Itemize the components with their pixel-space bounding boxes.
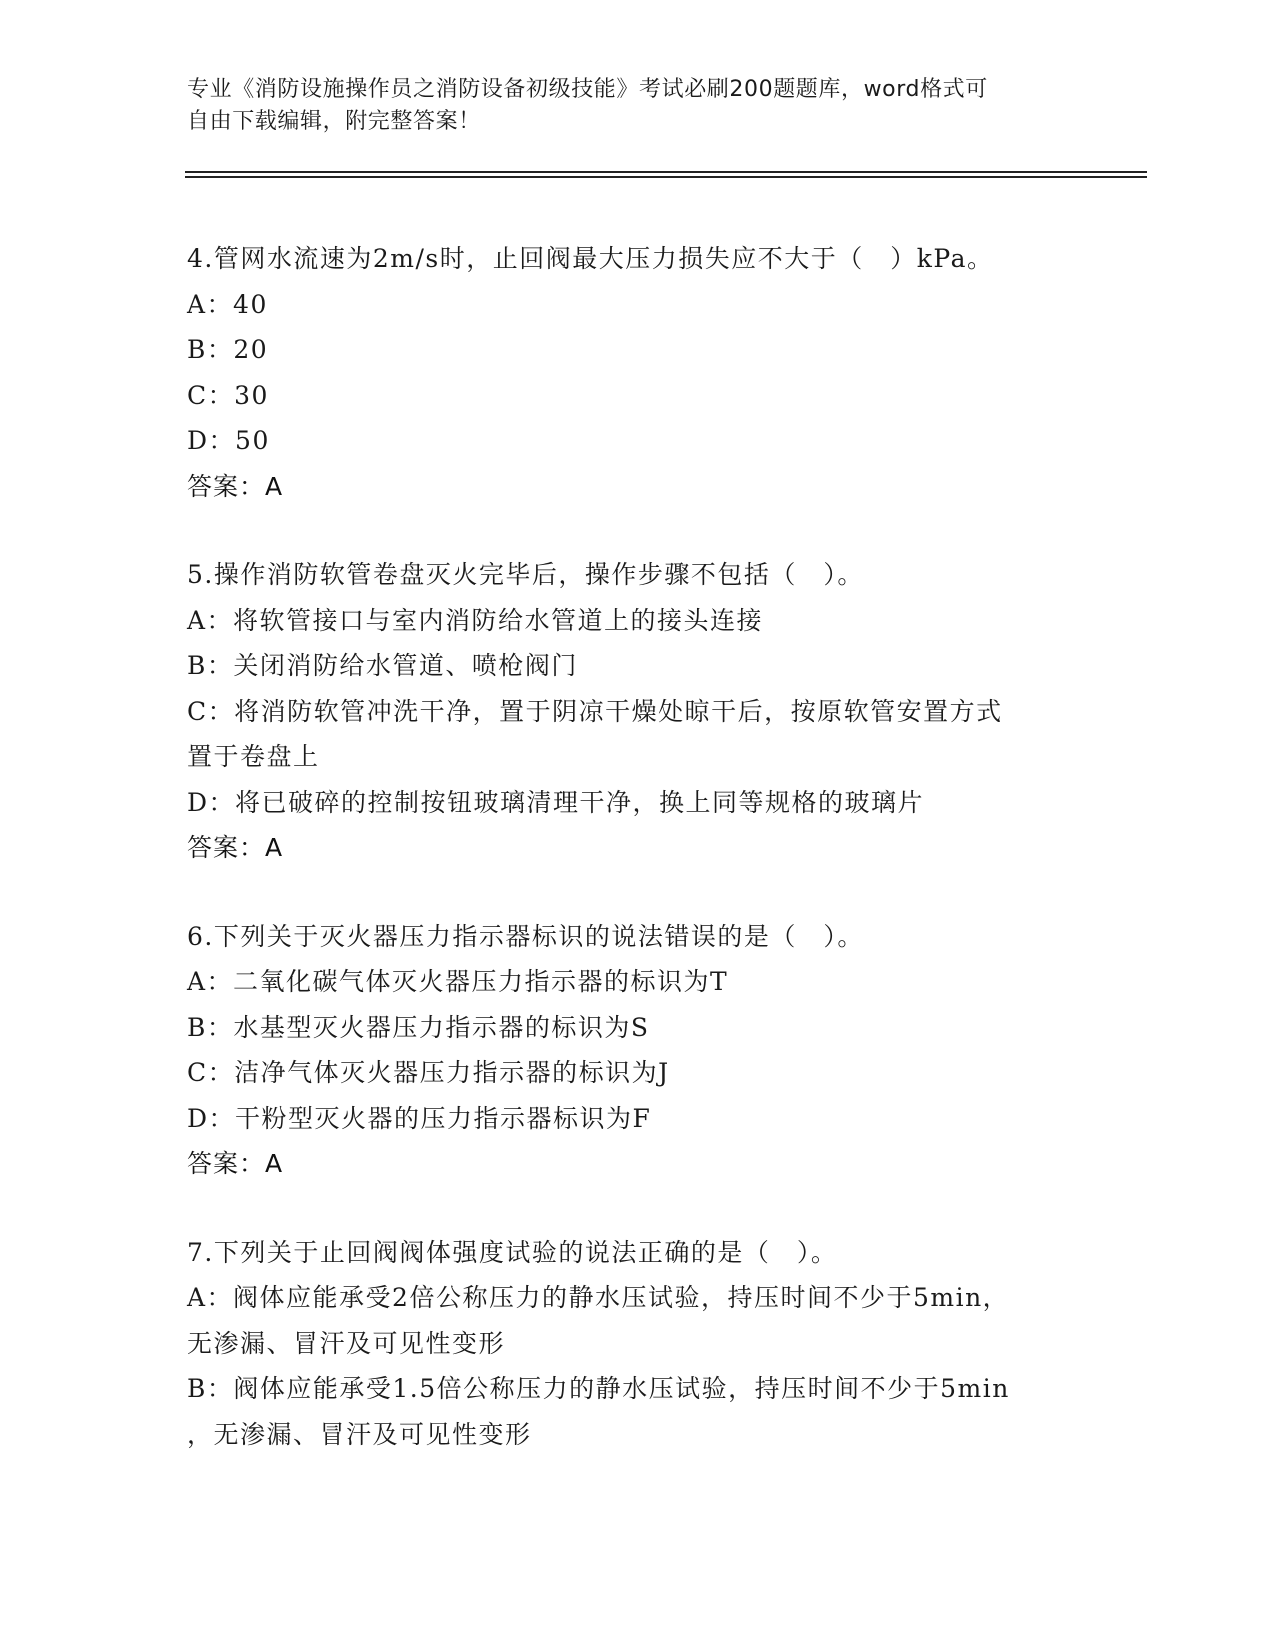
answer-option-text: D：干粉型灭火器的压力指示器标识为F <box>187 1103 652 1133</box>
answer-option <box>187 780 1087 826</box>
answer-option-text: D：将已破碎的控制按钮玻璃清理干净，换上同等规格的玻璃片 <box>187 787 925 817</box>
answer-option-text: B：水基型灭火器压力指示器的标识为S <box>187 1012 650 1042</box>
answer-key: 答案：A <box>187 833 284 862</box>
header-divider-bottom <box>185 176 1147 178</box>
answer-option-text: A：将软管接口与室内消防给水管道上的接头连接 <box>187 605 764 635</box>
question-stem: 4.管网水流速为2m/s时，止回阀最大压力损失应不大于（ ）kPa。 <box>187 244 994 273</box>
answer-option <box>187 643 1087 689</box>
question-block <box>187 552 1087 871</box>
answer-option <box>187 1050 1087 1096</box>
answer-option <box>187 1275 1087 1366</box>
document-header <box>187 74 1087 138</box>
header-line-1: 专业《消防设施操作员之消防设备初级技能》考试必刷200题题库，word格式可 <box>187 77 988 102</box>
answer-option-text: C：30 <box>187 380 269 410</box>
question-stem: 7.下列关于止回阀阀体强度试验的说法正确的是（ ）。 <box>187 1237 838 1267</box>
answer-option <box>187 327 1087 373</box>
answer-option-text: 置于卷盘上 <box>187 742 320 771</box>
answer-key: 答案：A <box>187 471 284 501</box>
question-stem: 5.操作消防软管卷盘灭火完毕后，操作步骤不包括（ ）。 <box>187 560 864 589</box>
answer-option <box>187 959 1087 1005</box>
answer-option-text: B：阀体应能承受1.5倍公称压力的静水压试验，持压时间不少于5min <box>187 1374 1010 1403</box>
question-block <box>187 914 1087 1187</box>
answer-option <box>187 373 1087 419</box>
answer-option <box>187 689 1087 780</box>
answer-option-text: 无渗漏、冒汗及可见性变形 <box>187 1328 506 1358</box>
answer-option-text: A：二氧化碳气体灭火器压力指示器的标识为T <box>187 967 729 996</box>
answer-option <box>187 1366 1087 1457</box>
answer-option-text: B：关闭消防给水管道、喷枪阀门 <box>187 651 578 680</box>
answer-option-text: B：20 <box>187 335 269 364</box>
answer-option-text: A：40 <box>187 289 268 319</box>
answer-option-text: C：洁净气体灭火器压力指示器的标识为J <box>187 1058 670 1087</box>
answer-option <box>187 1096 1087 1142</box>
answer-option <box>187 1005 1087 1051</box>
answer-option <box>187 418 1087 464</box>
answer-option <box>187 282 1087 328</box>
answer-option-text: ，无渗漏、冒汗及可见性变形 <box>187 1419 532 1449</box>
answer-option-text: D：50 <box>187 426 270 455</box>
header-line-2: 自由下载编辑，附完整答案！ <box>187 109 481 134</box>
question-block <box>187 236 1087 509</box>
answer-key: 答案：A <box>187 1149 284 1178</box>
answer-option <box>187 598 1087 644</box>
question-list <box>187 236 1087 1500</box>
header-divider-top <box>185 171 1147 173</box>
answer-option-text: C：将消防软管冲洗干净，置于阴凉干燥处晾干后，按原软管安置方式 <box>187 696 1003 726</box>
question-block <box>187 1230 1087 1458</box>
answer-option-text: A：阀体应能承受2倍公称压力的静水压试验，持压时间不少于5min， <box>187 1283 1010 1312</box>
question-stem: 6.下列关于灭火器压力指示器标识的说法错误的是（ ）。 <box>187 921 864 951</box>
